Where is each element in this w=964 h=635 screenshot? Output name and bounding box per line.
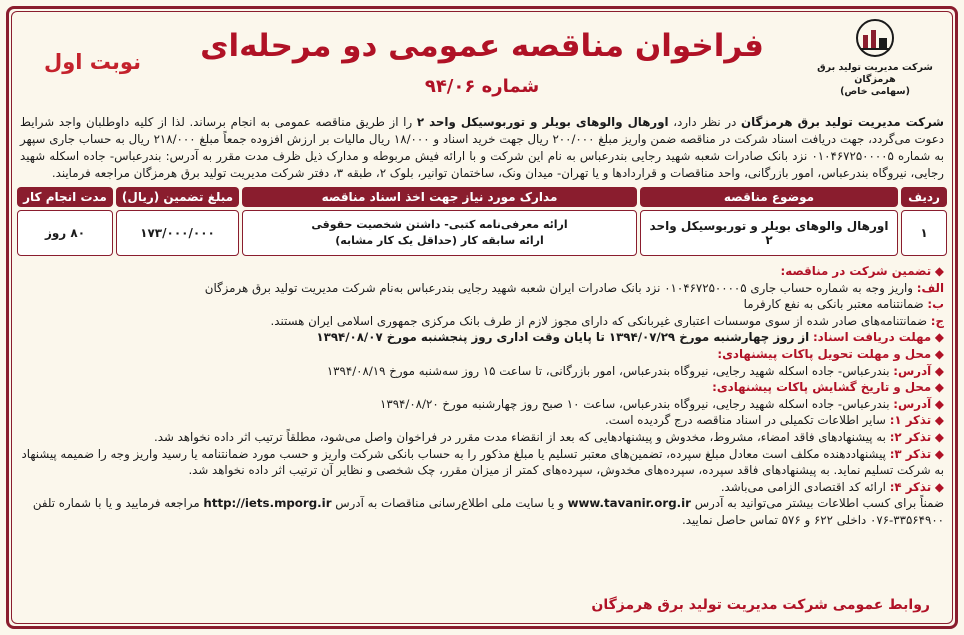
page-title: فراخوان مناقصه عمومی دو مرحله‌ای	[200, 28, 764, 64]
guarantee-a: الف: واریز وجه به شماره حساب جاری ۰۱۰۴۶۷۲۵۰۰۰۰۵ نزد بانک صادرات ایران شعبه شهید رجایی بندرعباس به‌نام شرکت مدیریت تولید برق هرمزگان	[204, 280, 944, 295]
company-logo	[810, 18, 940, 98]
note-2: ◆ تذکر ۲: به پیشنهادهای فاقد امضاء، مشروط، مخدوش و پیشنهادهایی که بعد از انقضاء مدت مقرر در فراخوان واصل می‌شود، مطلقاً ترتیب اثر داده نخواهد شد.	[154, 429, 944, 444]
intro-part1: در نظر دارد،	[673, 115, 737, 129]
iets-link[interactable]: http://iets.mporg.ir	[203, 496, 332, 511]
intro-subject: اورهال والوهای بویلر و توربوسیکل واحد ۲	[416, 115, 669, 129]
cell-index: ۱	[901, 210, 947, 256]
col-guarantee: مبلغ تضمین (ریال)	[116, 187, 239, 207]
tavanir-link[interactable]: www.tavanir.org.ir	[567, 496, 692, 511]
footer-signature: روابط عمومی شرکت مدیریت تولید برق هرمزگان	[591, 597, 930, 613]
opening-line: ◆ آدرس: بندرعباس- جاده اسکله شهید رجایی، نیروگاه بندرعباس، ساعت ۱۰ صبح روز چهارشنبه مورخ ۱۳۹۴/۰۸/۲۰	[380, 396, 944, 411]
company-name: شرکت مدیریت تولید برق هرمزگان	[817, 62, 933, 85]
intro-company: شرکت مدیریت تولید برق هرمزگان	[741, 115, 945, 129]
submission-head-line: ◆ محل و مهلت تحویل پاکات پیشنهادی:	[717, 346, 944, 361]
round-badge: نوبت اول	[44, 50, 141, 74]
guarantee-head: تضمین شرکت در مناقصه:	[780, 264, 932, 278]
docs-line-2: ارائه سابقه کار (حداقل یک کار مشابه)	[335, 234, 544, 247]
deadline-line: ◆ مهلت دریافت اسناد: از روز چهارشنبه مورخ ۱۳۹۴/۰۷/۲۹ تا پایان وقت اداری روز پنجشنبه مورخ ۱۳۹۴/۰۸/۰۷	[316, 330, 944, 345]
intro-part2: را از طریق مناقصه عمومی به انجام برساند. لذا از کلیه داوطلبان واجد شرایط دعوت می‌گردد، جهت دریافت اسناد شرکت در مناقصه ضمن واریز مبلغ ۲۰۰/۰۰۰ ریال جهت خرید اسناد و ۱۸/۰۰۰ ریال مالیات بر ارزش افزوده جمعاً مبلغ ۲۱۸/۰۰۰ ریال به حساب جاری سپهر به شماره ۰۱۰۴۶۷۲۵۰۰۰۰۵ نزد بانک صادرات شعبه شهید رجایی بندرعباس به نام این شرکت و با ارائه فیش مربوطه و مدارک ذیل ظرف مدت مقرر به آدرس: بندرعباس- جاده اسکله شهید رجایی، نیروگاه بندرعباس، امور بازرگانی، واحد مناقصات و قراردادها و یا تهران- میدان ونک، ساختمان توانیر، بلوک ۲، طبقه ۳، دفتر شرکت مدیریت تولید برق هرمزگان مراجعه فرمایند.	[20, 115, 944, 180]
note-1: ◆ تذکر ۱: سایر اطلاعات تکمیلی در اسناد مناقصه درج گردیده است.	[605, 413, 944, 428]
col-subject: موضوع مناقصه	[640, 187, 898, 207]
guarantee-c: ج: ضمانتنامه‌های صادر شده از سوی موسسات اعتباری غیربانکی که دارای مجوز لازم از طرف بانک مرکزی جمهوری اسلامی ایران هستند.	[270, 313, 944, 328]
cell-guarantee: ۱۷۳/۰۰۰/۰۰۰	[116, 210, 239, 256]
cell-subject: اورهال والوهای بویلر و توربوسیکل واحد ۲	[640, 210, 898, 256]
note-3: ◆ تذکر ۳: پیشنهاددهنده مکلف است معادل مبلغ سپرده، تضمین‌های معتبر تسلیم یا مبلغ مذکور را به حساب بانکی شرکت واریز و حسب مورد ضمانتنامه یا رسید واریز وجه را ضمیمه پیشنهاد به شرکت تسلیم نماید. به پیشنهادهای فاقد سپرده، سپرده‌های مخدوش، سپرده‌های کمتر از میزان مقرر، چک شخصی و نظایر آن ترتیب اثر داده نخواهد شد.	[21, 446, 944, 478]
col-index: ردیف	[901, 187, 947, 207]
guarantee-head-line: ◆ تضمین شرکت در مناقصه:	[780, 264, 944, 278]
col-docs: مدارک مورد نیاز جهت اخذ اسناد مناقصه	[242, 187, 637, 207]
header	[14, 10, 950, 110]
note-4: ◆ تذکر ۴: ارائه کد اقتصادی الزامی می‌باشد.	[720, 479, 944, 494]
contact-line: ضمناً برای کسب اطلاعات بیشتر می‌توانید به آدرس www.tavanir.org.ir و یا سایت ملی اطلاع‌رسانی مناقصات به آدرس http://iets.mporg.ir مراجعه فرمایید و یا با شماره تلفن ۳۳۵۶۴۹۰۰-۰۷۶ داخلی ۶۲۲ و ۵۷۶ تماس حاصل نمایید.	[32, 496, 944, 527]
power-plant-icon	[846, 18, 904, 58]
company-type: (سهامی خاص)	[840, 86, 910, 97]
opening-head-line: ◆ محل و تاریخ گشایش پاکات پیشنهادی:	[712, 380, 944, 395]
guarantee-b: ب: ضمانتنامه معتبر بانکی به نفع کارفرما	[743, 297, 944, 312]
tender-number: شماره ۹۴/۰۶	[424, 76, 540, 97]
cell-duration: ۸۰ روز	[17, 210, 113, 256]
docs-line-1: ارائه معرفی‌نامه کتبی- داشتن شخصیت حقوقی	[311, 218, 568, 231]
submission-line: ◆ آدرس: بندرعباس- جاده اسکله شهید رجایی، نیروگاه بندرعباس، امور بازرگانی، تا ساعت ۱۵ روز سه‌شنبه مورخ ۱۳۹۴/۰۸/۱۹	[326, 363, 944, 378]
col-duration: مدت انجام کار	[17, 187, 113, 207]
